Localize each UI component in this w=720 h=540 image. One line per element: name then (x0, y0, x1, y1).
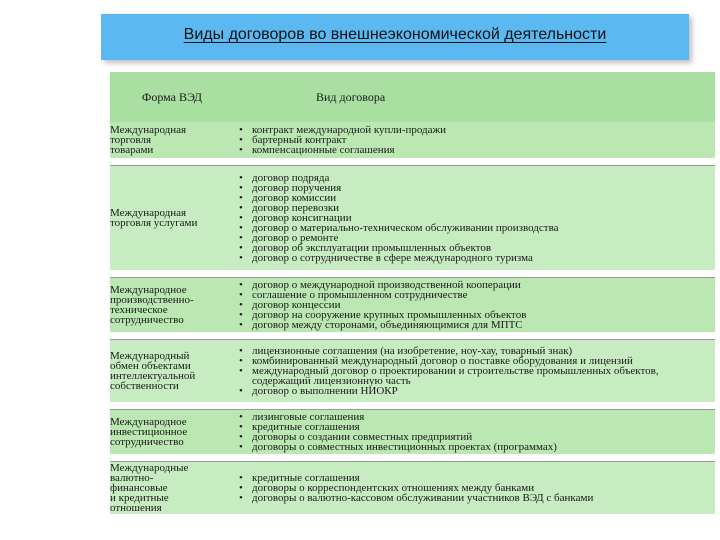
row-form-investment: Международное инвестиционное сотрудничество (110, 410, 234, 455)
list-item: • договор на сооружение крупных промышленных объектов (236, 310, 711, 320)
list-item: • компенсационные соглашения (236, 145, 711, 155)
contract-types-table (110, 72, 715, 514)
list-item: • договор концессии (236, 300, 711, 310)
table-row (110, 166, 715, 271)
row-contracts-finance-credit (234, 462, 715, 515)
row-contracts-production-cooperation (234, 278, 715, 333)
slide-title: Виды договоров во внешнеэкономической деятельности (183, 26, 607, 43)
list-item: • лицензионные соглашения (на изобретение, ноу-хау, товарный знак) (236, 346, 711, 356)
table-row (110, 462, 715, 515)
list-item: • контракт международной купли-продажи (236, 125, 711, 135)
table-row (110, 340, 715, 403)
list-item: • договор об эксплуатации промышленных объектов (236, 243, 711, 253)
list-item: • договор о выполнении НИОКР (236, 386, 711, 396)
row-contracts-trade-services (234, 166, 715, 271)
row-form-production-cooperation: Международное производственно- техническое сотрудничество (110, 278, 234, 333)
list-item: • договоры о создании совместных предприятий (236, 432, 711, 442)
list-item: • договор консигнации (236, 213, 711, 223)
row-contracts-trade-goods (234, 122, 715, 158)
table-row (110, 278, 715, 333)
list-item: • договор подряда (236, 173, 711, 183)
list-item: • договор перевозки (236, 203, 711, 213)
row-form-trade-goods: Международная торговля товарами (110, 122, 234, 158)
list-item: • бартерный контракт (236, 135, 711, 145)
list-item: • международный договор о проектировании и строительстве промышленных объектов, содержащий лицензионную часть (236, 366, 711, 386)
list-item: • договоры о корреспондентских отношениях между банками (236, 483, 711, 493)
list-item: • договоры о совместных инвестиционных проектах (программах) (236, 442, 711, 452)
list-item: • договор о международной производственной кооперации (236, 280, 711, 290)
list-item: • соглашение о промышленном сотрудничестве (236, 290, 711, 300)
list-item: • кредитные соглашения (236, 422, 711, 432)
header-form: Форма ВЭД (110, 72, 234, 122)
title-banner (101, 14, 689, 60)
row-form-intellectual-property: Международный обмен объектами интеллектуальной собственности (110, 340, 234, 403)
list-item: • договор между сторонами, объединяющимися для МПТС (236, 320, 711, 330)
list-item: • лизинговые соглашения (236, 412, 711, 422)
table-header-row (110, 72, 715, 122)
row-contracts-investment (234, 410, 715, 455)
list-item: • договоры о валютно-кассовом обслуживании участников ВЭД с банками (236, 493, 711, 503)
row-form-finance-credit: Международные валютно- финансовые и кредитные отношения (110, 462, 234, 515)
list-item: • договор о ремонте (236, 233, 711, 243)
table-row (110, 410, 715, 455)
table-row (110, 122, 715, 158)
list-item: • договор поручения (236, 183, 711, 193)
list-item: • комбинированный международный договор о поставке оборудования и лицензий (236, 356, 711, 366)
row-contracts-intellectual-property (234, 340, 715, 403)
list-item: • договор о сотрудничестве в сфере международного туризма (236, 253, 711, 263)
row-form-trade-services: Международная торговля услугами (110, 166, 234, 271)
list-item: • договор о материально-техническом обслуживании производства (236, 223, 711, 233)
list-item: • договор комиссии (236, 193, 711, 203)
list-item: • кредитные соглашения (236, 473, 711, 483)
header-contract-type: Вид договора (234, 72, 715, 122)
